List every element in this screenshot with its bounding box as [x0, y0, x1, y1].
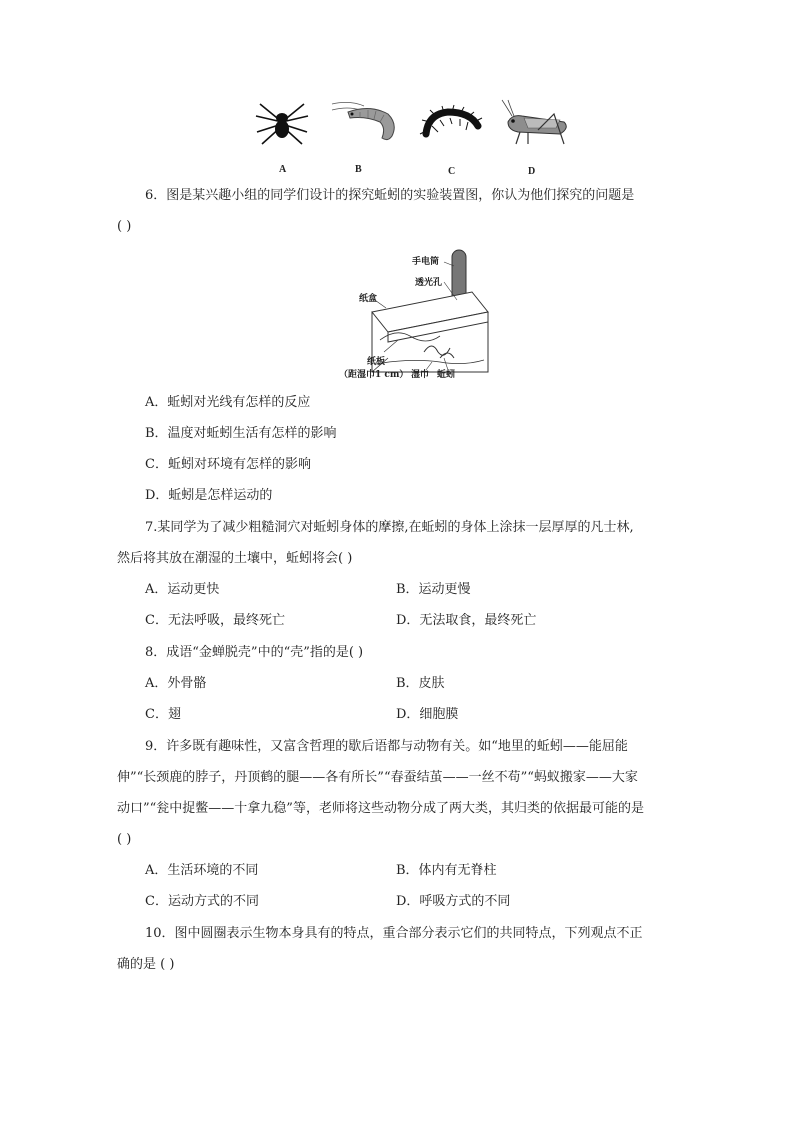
- diagram-label-flashlight: 手电筒: [412, 257, 440, 267]
- question-8-option-d: D．细胞膜: [396, 707, 459, 722]
- animal-label-c: C: [448, 166, 456, 177]
- shrimp-icon: [330, 98, 402, 146]
- grasshopper-icon: [498, 98, 574, 148]
- question-6-option-c: C．蚯蚓对环境有怎样的影响: [145, 457, 311, 472]
- question-6-option-b: B．温度对蚯蚓生活有怎样的影响: [145, 426, 337, 441]
- question-8-option-b: B．皮肤: [396, 676, 445, 691]
- question-9-option-c: C．运动方式的不同: [145, 894, 259, 909]
- question-8-stem: 8．成语“金蝉脱壳”中的“壳”指的是( ): [145, 645, 364, 660]
- question-7-option-c: C．无法呼吸，最终死亡: [145, 613, 285, 628]
- question-10-stem-line-1: 10．图中圆圈表示生物本身具有的特点，重合部分表示它们的共同特点，下列观点不正: [145, 926, 643, 941]
- question-7-option-b: B．运动更慢: [396, 582, 471, 597]
- question-8-option-a: A．外骨骼: [145, 676, 207, 691]
- centipede-icon: [416, 104, 488, 148]
- question-9-stem-line-3: 动口”“瓮中捉鳖——十拿九稳”等，老师将这些动物分成了两大类，其归类的依据最可能的是: [117, 801, 644, 816]
- question-7-stem-line-1: 7.某同学为了减少粗糙洞穴对蚯蚓身体的摩擦,在蚯蚓的身体上涂抹一层厚厚的凡士林,: [145, 520, 634, 535]
- diagram-label-distance: （距湿巾1 cm）: [339, 370, 409, 380]
- question-6-paren: ( ): [117, 219, 132, 234]
- diagram-label-earthworm: 蚯蚓: [437, 370, 456, 380]
- animal-label-d: D: [528, 166, 536, 177]
- question-9-paren: ( ): [117, 832, 132, 847]
- question-10-stem-line-2: 确的是 ( ): [117, 957, 175, 972]
- animal-label-b: B: [355, 164, 362, 175]
- question-7-option-a: A．运动更快: [145, 582, 220, 597]
- question-8-option-c: C．翅: [145, 707, 181, 722]
- question-7-option-d: D．无法取食，最终死亡: [396, 613, 537, 628]
- diagram-label-wet-towel: 湿巾: [411, 370, 430, 380]
- question-7-stem-line-2: 然后将其放在潮湿的土壤中，蚯蚓将会( ): [117, 551, 353, 566]
- diagram-label-light-hole: 透光孔: [415, 278, 443, 288]
- question-9-option-d: D．呼吸方式的不同: [396, 894, 511, 909]
- question-6-option-d: D．蚯蚓是怎样运动的: [145, 488, 273, 503]
- spider-icon: [252, 98, 312, 148]
- question-6-option-a: A．蚯蚓对光线有怎样的反应: [145, 395, 311, 410]
- animal-label-a: A: [279, 164, 287, 175]
- question-9-option-b: B．体内有无脊柱: [396, 863, 497, 878]
- diagram-label-cardboard: 纸板: [367, 357, 386, 367]
- question-9-option-a: A．生活环境的不同: [145, 863, 259, 878]
- question-6-stem: 6．图是某兴趣小组的同学们设计的探究蚯蚓的实验装置图，你认为他们探究的问题是: [145, 188, 635, 203]
- diagram-label-paper-box: 纸盒: [359, 294, 378, 304]
- question-9-stem-line-1: 9．许多既有趣味性，又富含哲理的歇后语都与动物有关。如“地里的蚯蚓——能屈能: [145, 739, 628, 754]
- question-9-stem-line-2: 伸”“长颈鹿的脖子，丹顶鹤的腿——各有所长”“春蚕结茧——一丝不苟”“蚂蚁搬家——大家: [117, 770, 638, 785]
